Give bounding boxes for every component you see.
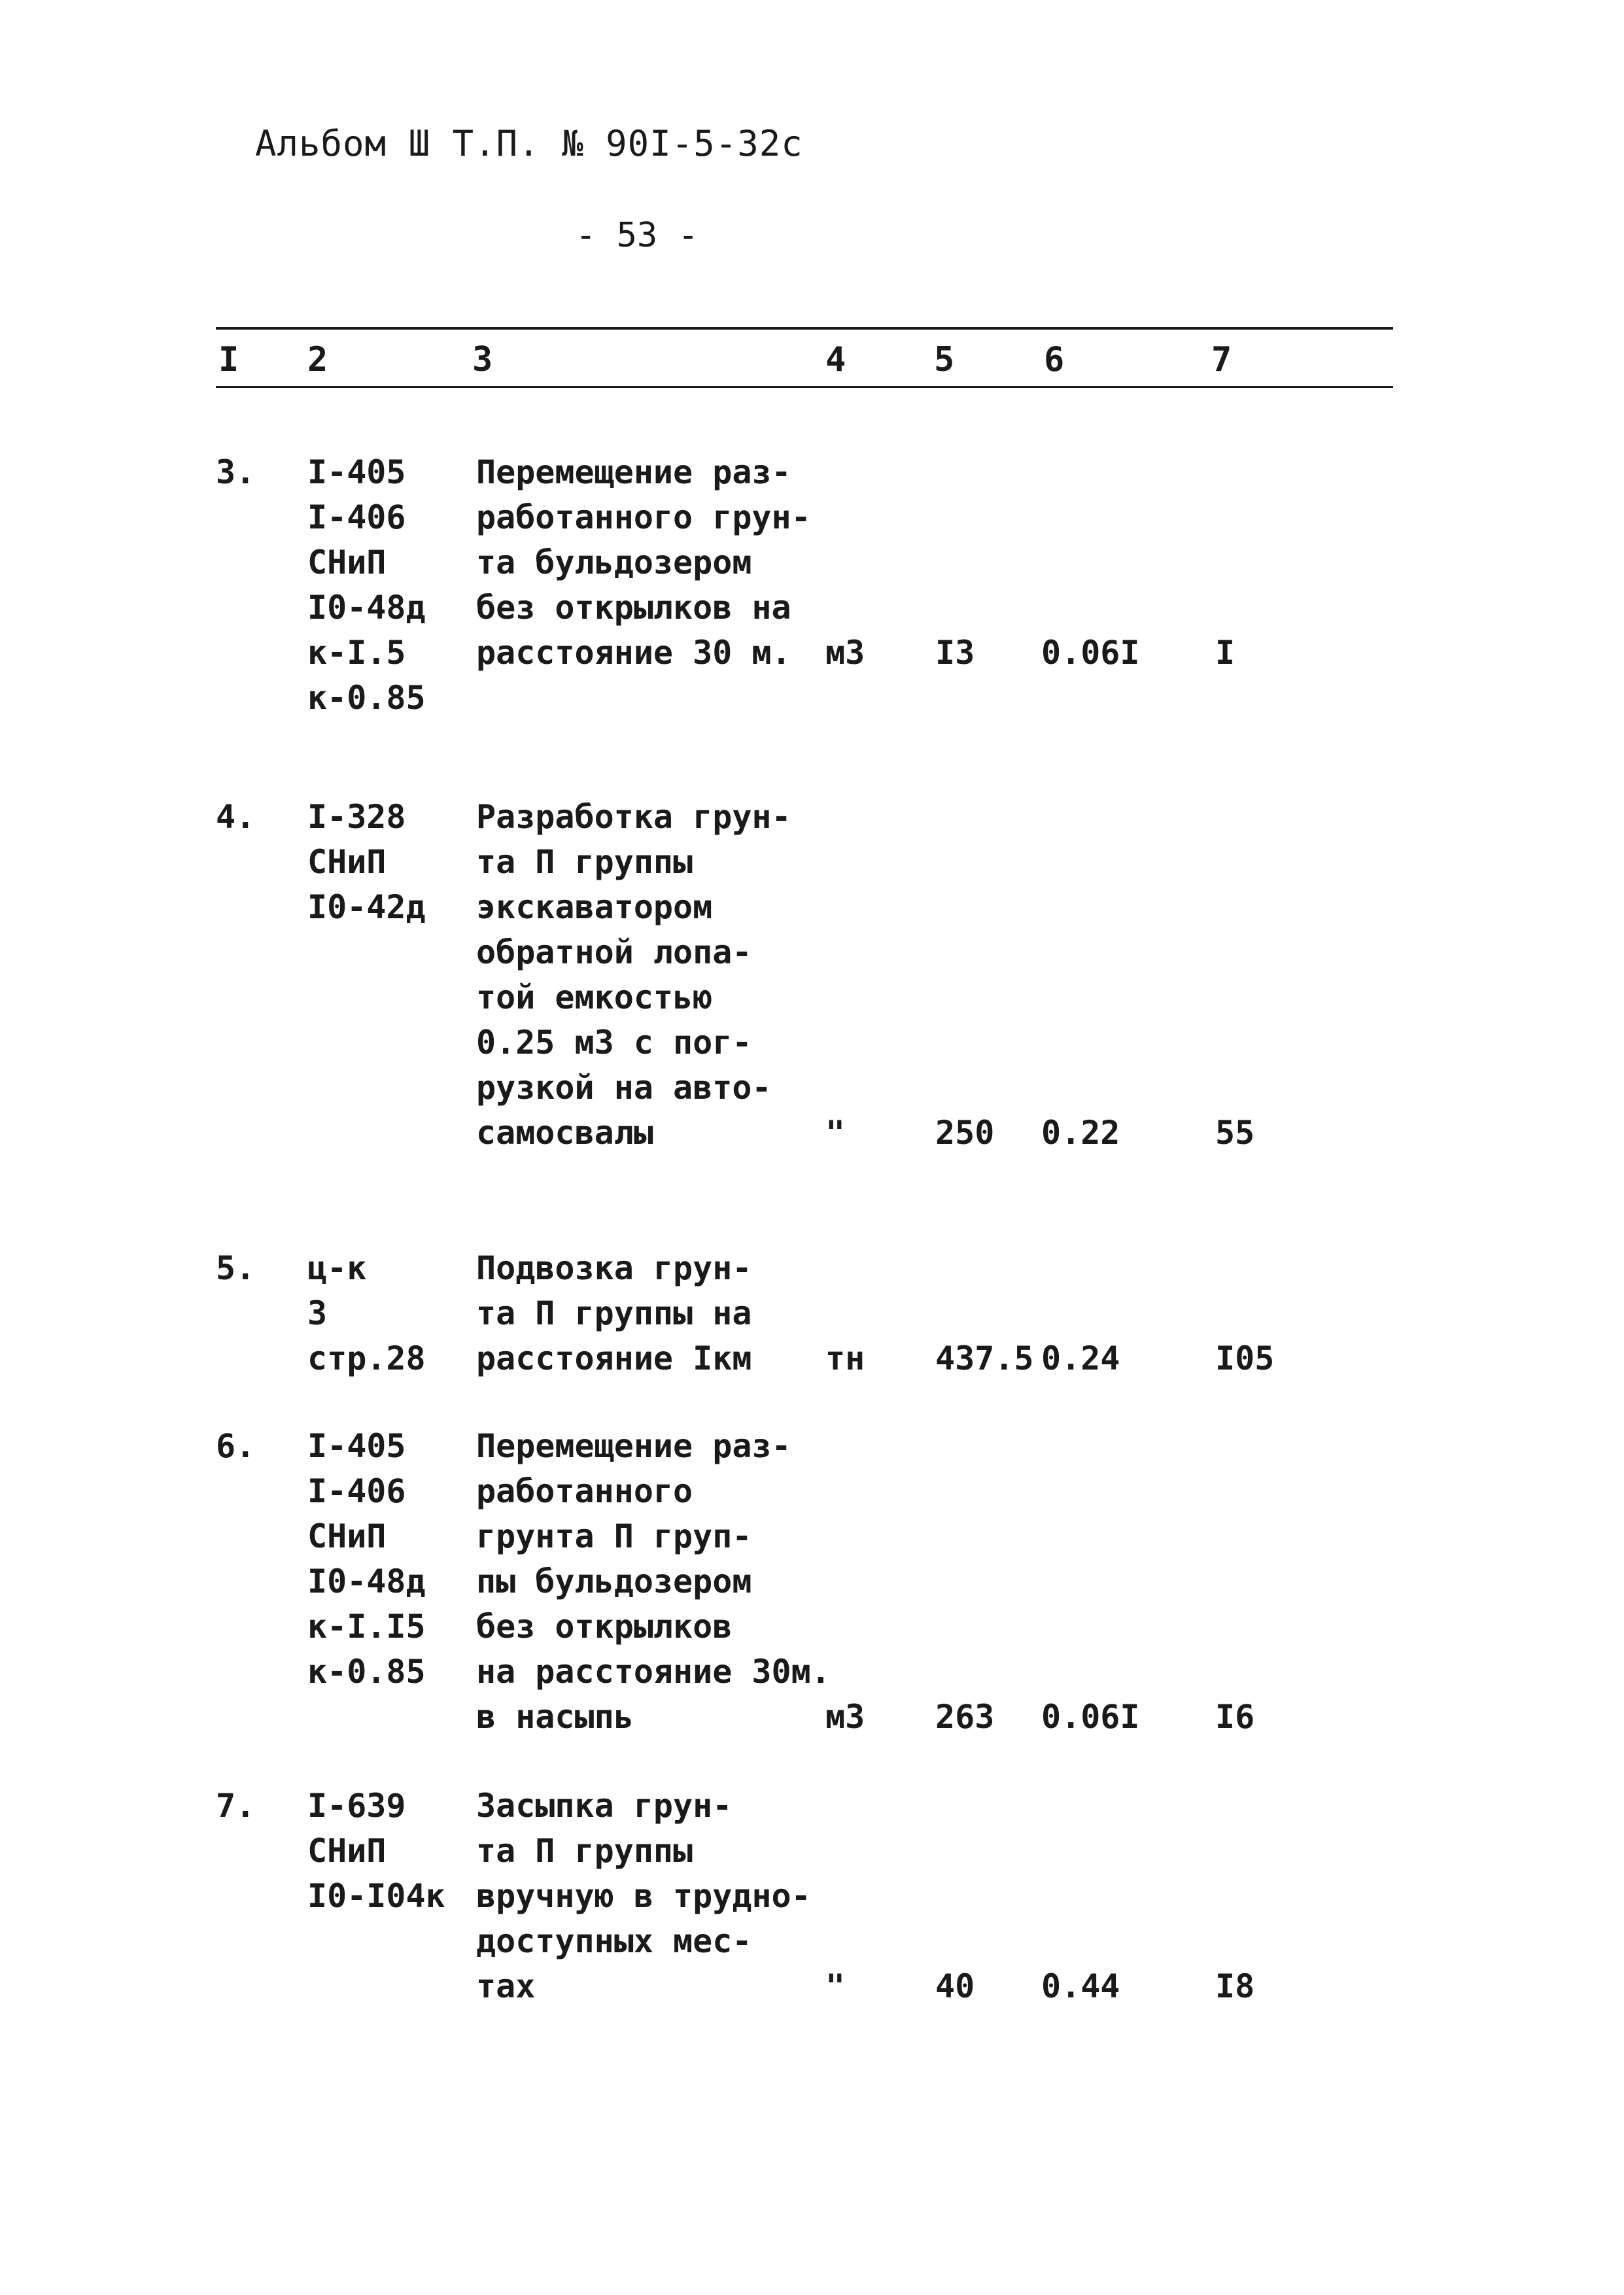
quantity: 437.5 — [935, 1339, 1034, 1377]
norm-reference-line: I0-48д — [307, 589, 426, 627]
norm-reference-line: I0-48д — [307, 1562, 426, 1600]
work-description-line: Разработка грун- — [476, 798, 791, 836]
norm-reference-line: СНиП — [307, 1517, 387, 1555]
column-header-5: 5 — [934, 340, 955, 379]
work-description-line: Перемещение раз- — [476, 1427, 791, 1465]
norm-reference — [307, 450, 426, 721]
labor-norm: 0.44 — [1041, 1967, 1120, 2005]
unit-of-measure: м3 — [825, 1698, 865, 1736]
column-header-3: 3 — [472, 340, 493, 379]
quantity: 40 — [935, 1967, 975, 2005]
norm-reference-line: к-0.85 — [307, 679, 426, 717]
work-description-line: работанного грун- — [476, 498, 811, 536]
norm-reference — [307, 1246, 426, 1381]
labor-total: I05 — [1215, 1339, 1275, 1377]
work-description-line: экскаватором — [476, 888, 713, 926]
norm-reference-line: стр.28 — [307, 1339, 426, 1377]
norm-reference-line: к-I.I5 — [307, 1608, 426, 1646]
table-top-rule — [216, 327, 1393, 330]
norm-reference-line: СНиП — [307, 544, 387, 581]
norm-reference-line: I-639 — [307, 1787, 406, 1825]
work-description-line: та П группы — [476, 1832, 693, 1870]
unit-of-measure: " — [825, 1967, 846, 2005]
column-header-7: 7 — [1211, 340, 1232, 379]
work-description-line: расстояние 30 м. — [476, 634, 791, 672]
work-description — [476, 1246, 752, 1381]
norm-reference-line: I-405 — [307, 453, 406, 491]
work-description-line: работанного — [476, 1472, 693, 1510]
work-description-line: та П группы — [476, 843, 693, 881]
norm-reference-line: СНиП — [307, 1832, 387, 1870]
table-header-row — [0, 340, 1624, 379]
work-description-line: грунта П груп- — [476, 1517, 752, 1555]
work-description-line: тах — [476, 1967, 536, 2005]
column-header-4: 4 — [825, 340, 846, 379]
quantity: 250 — [935, 1114, 995, 1152]
labor-norm: 0.06I — [1041, 1698, 1140, 1736]
labor-total: I — [1215, 634, 1235, 672]
work-description — [476, 1424, 831, 1740]
row-number: 6. — [216, 1427, 256, 1465]
norm-reference-line: ц-к — [307, 1249, 367, 1287]
norm-reference-line: 3 — [307, 1294, 328, 1332]
labor-total: 55 — [1215, 1114, 1255, 1152]
work-description-line: Подвозка грун- — [476, 1249, 752, 1287]
norm-reference-line: к-I.5 — [307, 634, 406, 672]
norm-reference-line: I0-I04к — [307, 1877, 445, 1915]
column-header-1: I — [218, 340, 239, 379]
norm-reference — [307, 1424, 426, 1695]
norm-reference-line: I-328 — [307, 798, 406, 836]
labor-norm: 0.24 — [1041, 1339, 1120, 1377]
column-header-2: 2 — [307, 340, 328, 379]
work-description — [476, 450, 811, 676]
norm-reference-line: I0-42д — [307, 888, 426, 926]
labor-total: I6 — [1215, 1698, 1255, 1736]
work-description — [476, 795, 791, 1156]
unit-of-measure: м3 — [825, 634, 865, 672]
quantity: I3 — [935, 634, 975, 672]
row-number: 5. — [216, 1249, 256, 1287]
table-header-rule — [216, 386, 1393, 388]
work-description — [476, 1784, 811, 2009]
row-number: 4. — [216, 798, 256, 836]
work-description-line: Перемещение раз- — [476, 453, 791, 491]
column-header-6: 6 — [1044, 340, 1065, 379]
norm-reference — [307, 1784, 445, 1919]
row-number: 3. — [216, 453, 256, 491]
norm-reference-line: СНиП — [307, 843, 387, 881]
work-description-line: рузкой на авто- — [476, 1069, 772, 1107]
unit-of-measure: тн — [825, 1339, 865, 1377]
work-description-line: той емкостью — [476, 978, 713, 1016]
page-number: - 53 - — [576, 216, 699, 255]
album-reference: Альбом Ш Т.П. № 90I-5-32с — [255, 123, 803, 164]
norm-reference — [307, 795, 426, 930]
work-description-line: доступных мес- — [476, 1922, 752, 1960]
work-description-line: вручную в трудно- — [476, 1877, 811, 1915]
norm-reference-line: к-0.85 — [307, 1653, 426, 1691]
work-description-line: расстояние Iкм — [476, 1339, 752, 1377]
work-description-line: обратной лопа- — [476, 933, 752, 971]
unit-of-measure: " — [825, 1114, 846, 1152]
work-description-line: пы бульдозером — [476, 1562, 752, 1600]
work-description-line: 0.25 м3 с пог- — [476, 1024, 752, 1061]
work-description-line: в насыпь — [476, 1698, 634, 1736]
labor-norm: 0.22 — [1041, 1114, 1120, 1152]
labor-total: I8 — [1215, 1967, 1255, 2005]
row-number: 7. — [216, 1787, 256, 1825]
work-description-line: та П группы на — [476, 1294, 752, 1332]
work-description-line: та бульдозером — [476, 544, 752, 581]
work-description-line: без открылков на — [476, 589, 791, 627]
norm-reference-line: I-406 — [307, 498, 406, 536]
work-description-line: на расстояние 30м. — [476, 1653, 831, 1691]
norm-reference-line: I-405 — [307, 1427, 406, 1465]
quantity: 263 — [935, 1698, 995, 1736]
norm-reference-line: I-406 — [307, 1472, 406, 1510]
labor-norm: 0.06I — [1041, 634, 1140, 672]
work-description-line: Засыпка грун- — [476, 1787, 733, 1825]
work-description-line: без открылков — [476, 1608, 733, 1646]
work-description-line: самосвалы — [476, 1114, 653, 1152]
